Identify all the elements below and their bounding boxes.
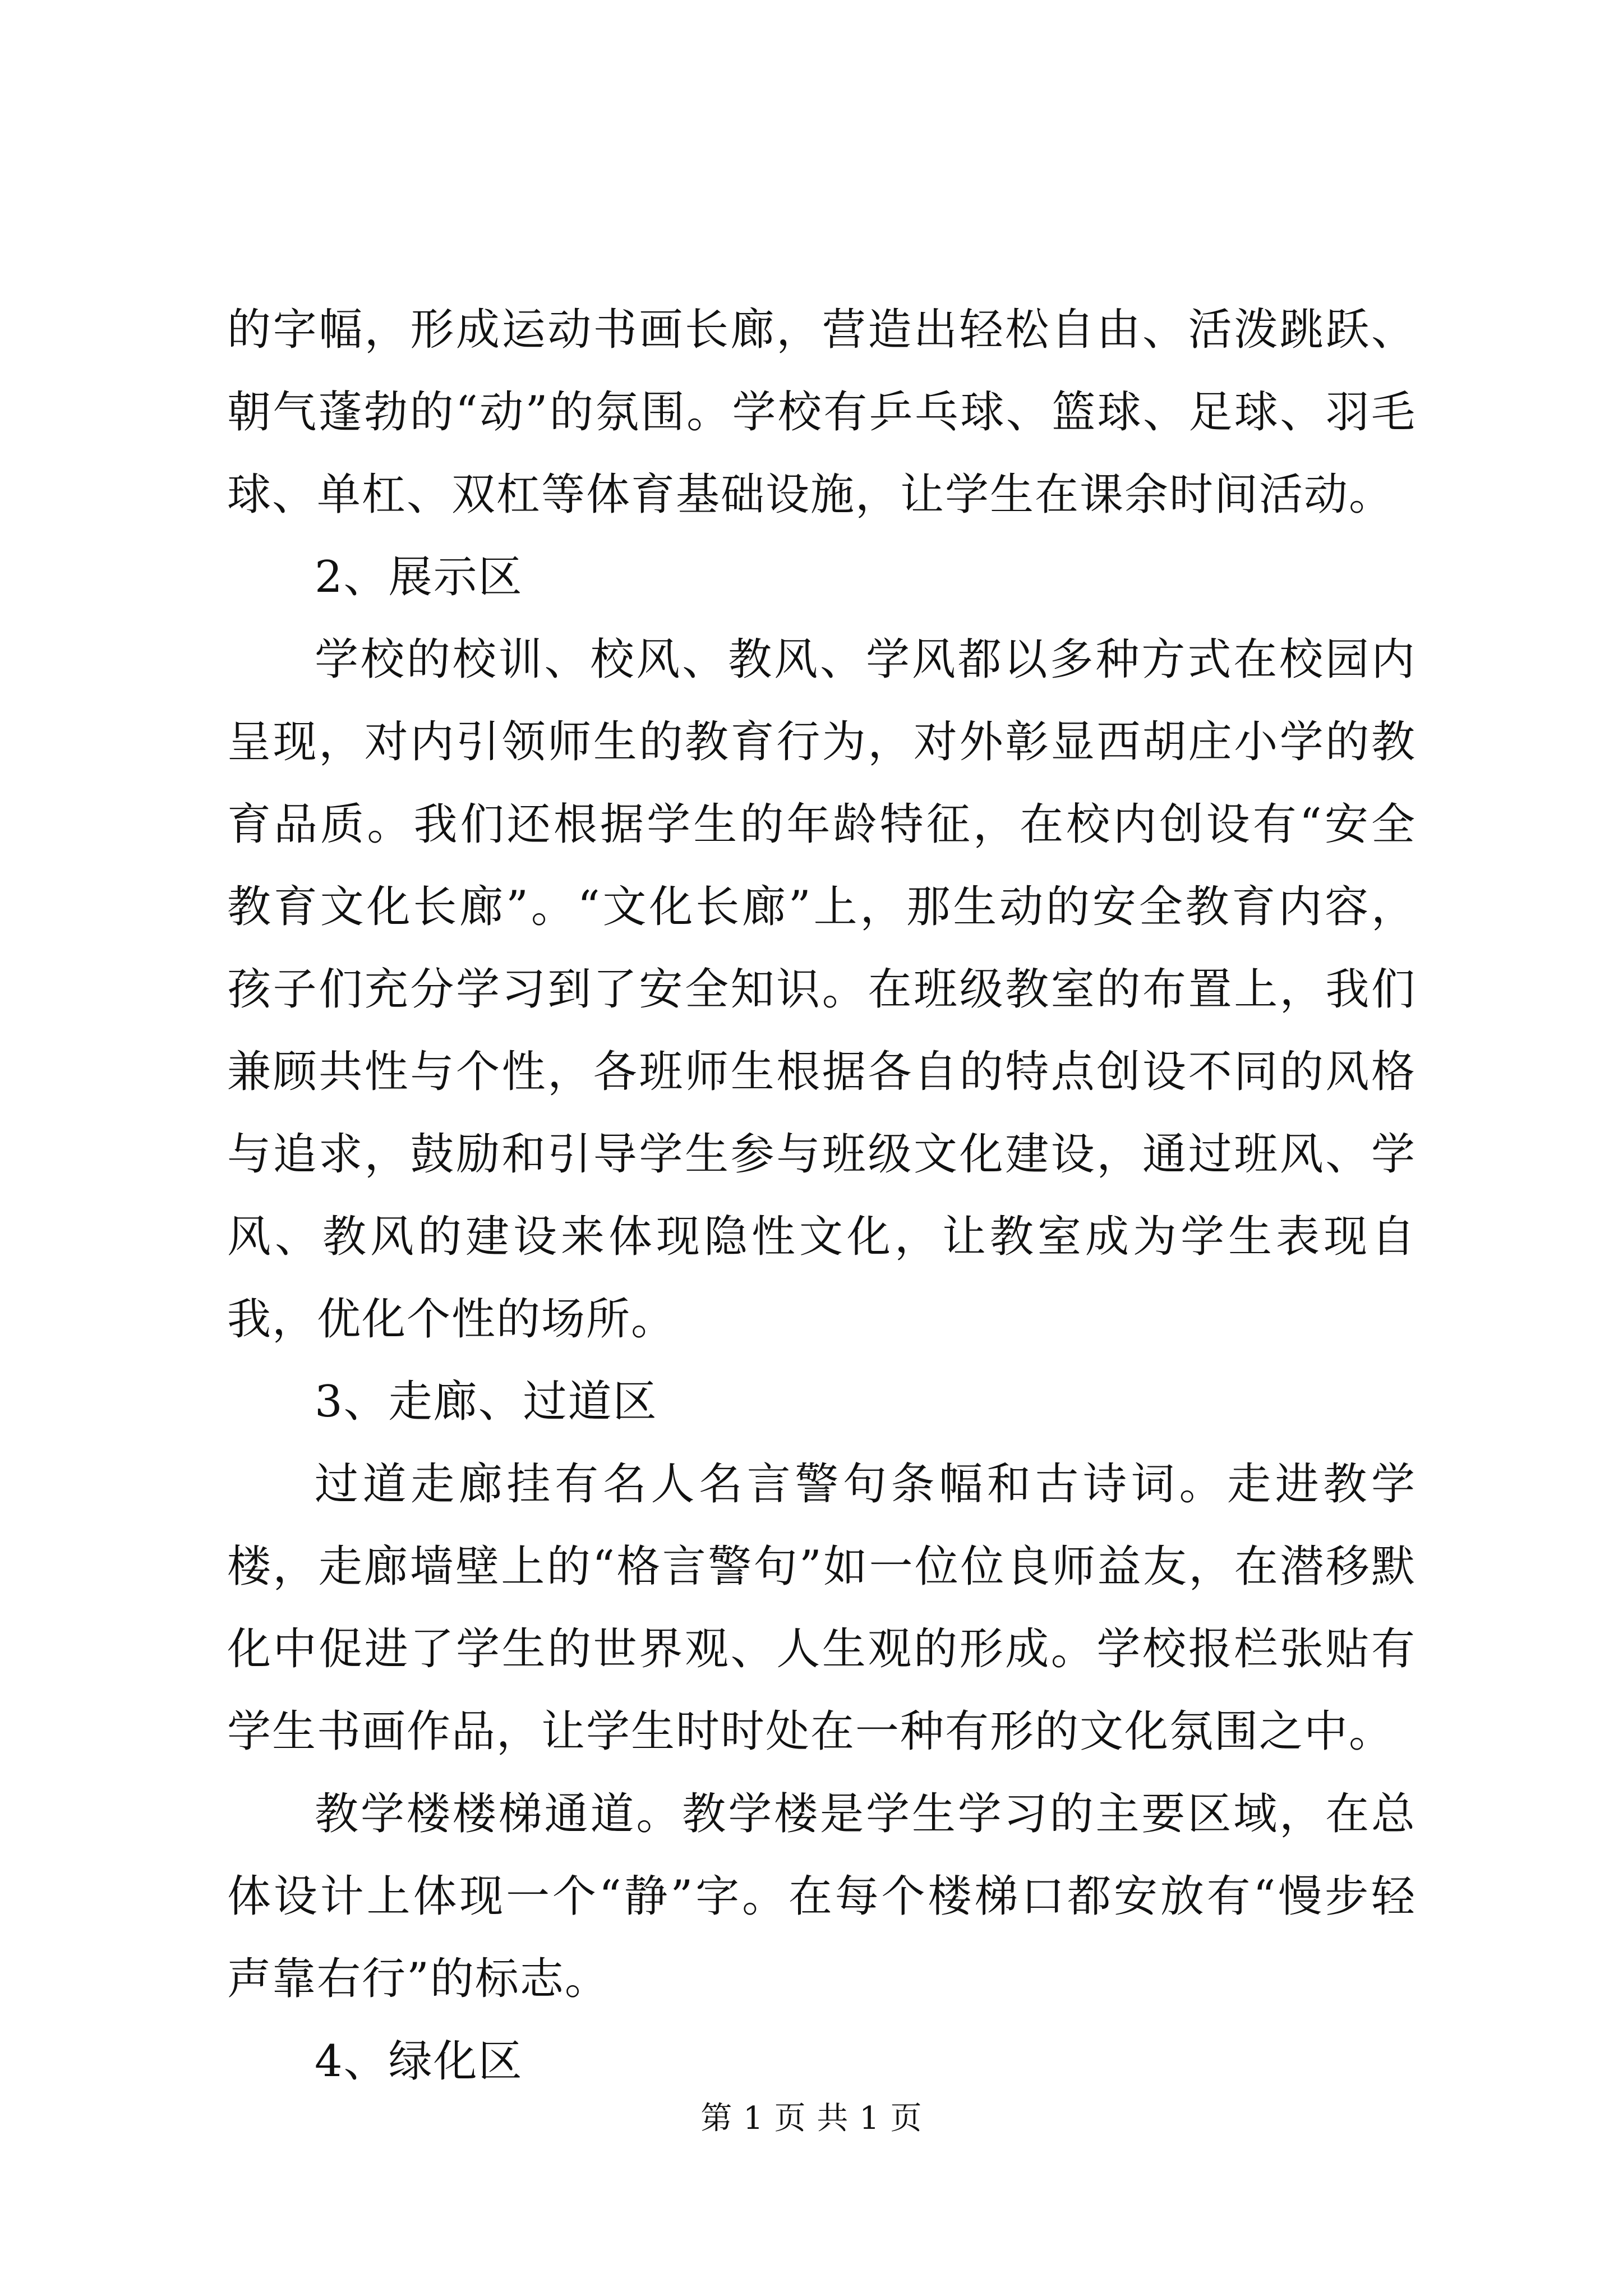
section-heading-display-area: 2、展示区 <box>315 552 523 602</box>
document-body <box>227 289 1416 2103</box>
paragraph-continuation: 的字幅，形成运动书画长廊，营造出轻松自由、活泼跳跃、朝气蓬勃的“动”的氛围。学校有乒乓球、篮球、足球、羽毛球、单杠、双杠等体育基础设施，让学生在课余时间活动。 <box>227 305 1416 520</box>
section-heading-corridor-area: 3、走廊、过道区 <box>315 1377 658 1427</box>
paragraph-display-area: 学校的校训、校风、教风、学风都以多种方式在校园内呈现，对内引领师生的教育行为，对外彰显西胡庄小学的教育品质。我们还根据学生的年龄特征，在校内创设有“安全教育文化长廊”。“文化长廊”上，那生动的安全教育内容，孩子们充分学习到了安全知识。在班级教室的布置上，我们兼顾共性与个性，各班师生根据各自的特点创设不同的风格与追求，鼓励和引导学生参与班级文化建设，通过班风、学风、教风的建设来体现隐性文化，让教室成为学生表现自我，优化个性的场所。 <box>227 634 1416 1345</box>
page-footer: 第 1 页 共 1 页 <box>700 2100 923 2137</box>
section-heading-green-area: 4、绿化区 <box>315 2036 523 2087</box>
paragraph-stairway: 教学楼楼梯通道。教学楼是学生学习的主要区域，在总体设计上体现一个“静”字。在每个楼梯口都安放有“慢步轻声靠右行”的标志。 <box>227 1789 1416 2004</box>
paragraph-corridor-area: 过道走廊挂有名人名言警句条幅和古诗词。走进教学楼，走廊墙壁上的“格言警句”如一位位良师益友，在潜移默化中促进了学生的世界观、人生观的形成。学校报栏张贴有学生书画作品，让学生时时处在一种有形的文化氛围之中。 <box>227 1459 1416 1757</box>
